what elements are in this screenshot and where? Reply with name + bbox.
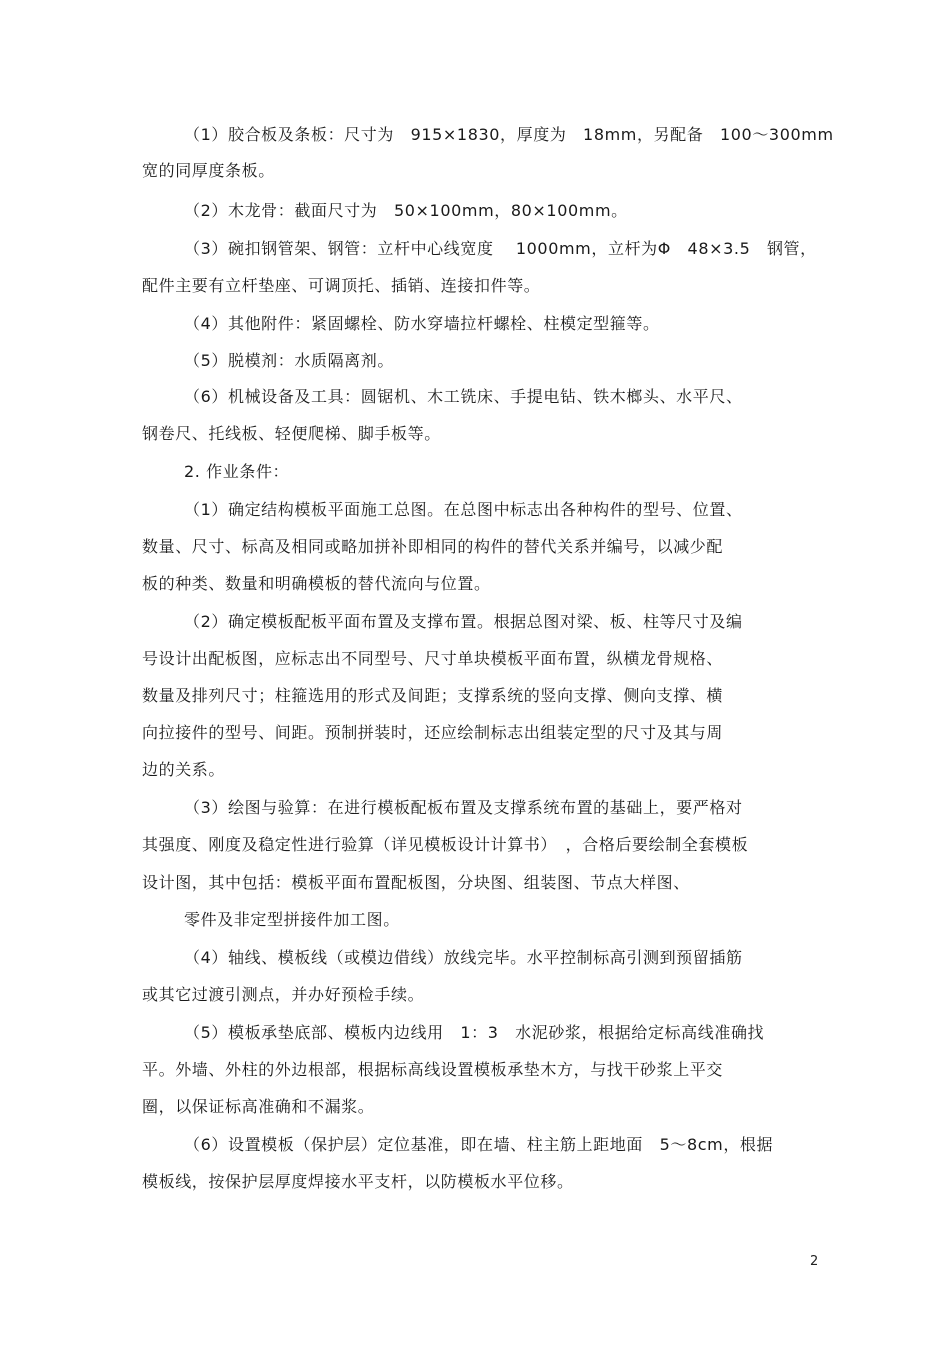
text-line: （5）脱模剂：水质隔离剂。 [184, 351, 394, 370]
text-line: 号设计出配板图，应标志出不同型号、尺寸单块模板平面布置，纵横龙骨规格、 [142, 649, 724, 668]
text-line: （6）机械设备及工具：圆锯机、木工铣床、手提电钻、铁木榔头、水平尺、 [184, 387, 743, 406]
text-line: （3）绘图与验算：在进行模板配板布置及支撑系统布置的基础上，要严格对 [184, 798, 743, 817]
text-line: （2）确定模板配板平面布置及支撑布置。根据总图对梁、板、柱等尺寸及编 [184, 612, 743, 631]
page-number: 2 [810, 1254, 819, 1269]
text-line: （3）碗扣钢管架、钢管：立杆中心线宽度 1000mm，立杆为Φ 48×3.5 钢管， [184, 239, 817, 258]
text-line: （4）其他附件：紧固螺栓、防水穿墙拉杆螺栓、柱模定型箍等。 [184, 314, 660, 333]
text-line: 或其它过渡引测点，并办好预检手续。 [142, 985, 425, 1004]
text-line: 向拉接件的型号、间距。预制拼装时，还应绘制标志出组装定型的尺寸及其与周 [142, 723, 724, 742]
text-line: 配件主要有立杆垫座、可调顶托、插销、连接扣件等。 [142, 276, 541, 295]
text-line: 平。外墙、外柱的外边根部，根据标高线设置模板承垫木方，与找干砂浆上平交 [142, 1060, 724, 1079]
text-line: 模板线，按保护层厚度焊接水平支杆，以防模板水平位移。 [142, 1172, 574, 1191]
text-line: 数量、尺寸、标高及相同或略加拼补即相同的构件的替代关系并编号，以减少配 [142, 537, 724, 556]
text-line: 设计图，其中包括：模板平面布置配板图，分块图、组装图、节点大样图、 [142, 873, 690, 892]
text-line: 钢卷尺、托线板、轻便爬梯、脚手板等。 [142, 424, 441, 443]
text-line: 数量及排列尺寸；柱箍选用的形式及间距；支撑系统的竖向支撑、侧向支撑、横 [142, 686, 724, 705]
text-line: 宽的同厚度条板。 [142, 161, 275, 180]
text-line: 边的关系。 [142, 760, 226, 779]
text-line: （5）模板承垫底部、模板内边线用 1：3 水泥砂浆，根据给定标高线准确找 [184, 1023, 765, 1042]
text-line: （4）轴线、模板线（或模边借线）放线完毕。水平控制标高引测到预留插筋 [184, 948, 743, 967]
text-line: 板的种类、数量和明确模板的替代流向与位置。 [142, 574, 491, 593]
text-line: （2）木龙骨：截面尺寸为 50×100mm，80×100mm。 [184, 201, 628, 220]
text-line: （1）胶合板及条板：尺寸为 915×1830，厚度为 18mm，另配备 100～300mm [184, 125, 834, 144]
text-line: 零件及非定型拼接件加工图。 [184, 910, 400, 929]
text-line: （6）设置模板（保护层）定位基准，即在墙、柱主筋上距地面 5～8cm，根据 [184, 1135, 774, 1154]
text-line: 圈，以保证标高准确和不漏浆。 [142, 1097, 375, 1116]
section-heading: 2. 作业条件： [184, 462, 290, 481]
text-line: 其强度、刚度及稳定性进行验算（详见模板设计计算书） ，合格后要绘制全套模板 [142, 835, 749, 854]
text-line: （1）确定结构模板平面施工总图。在总图中标志出各种构件的型号、位置、 [184, 500, 743, 519]
